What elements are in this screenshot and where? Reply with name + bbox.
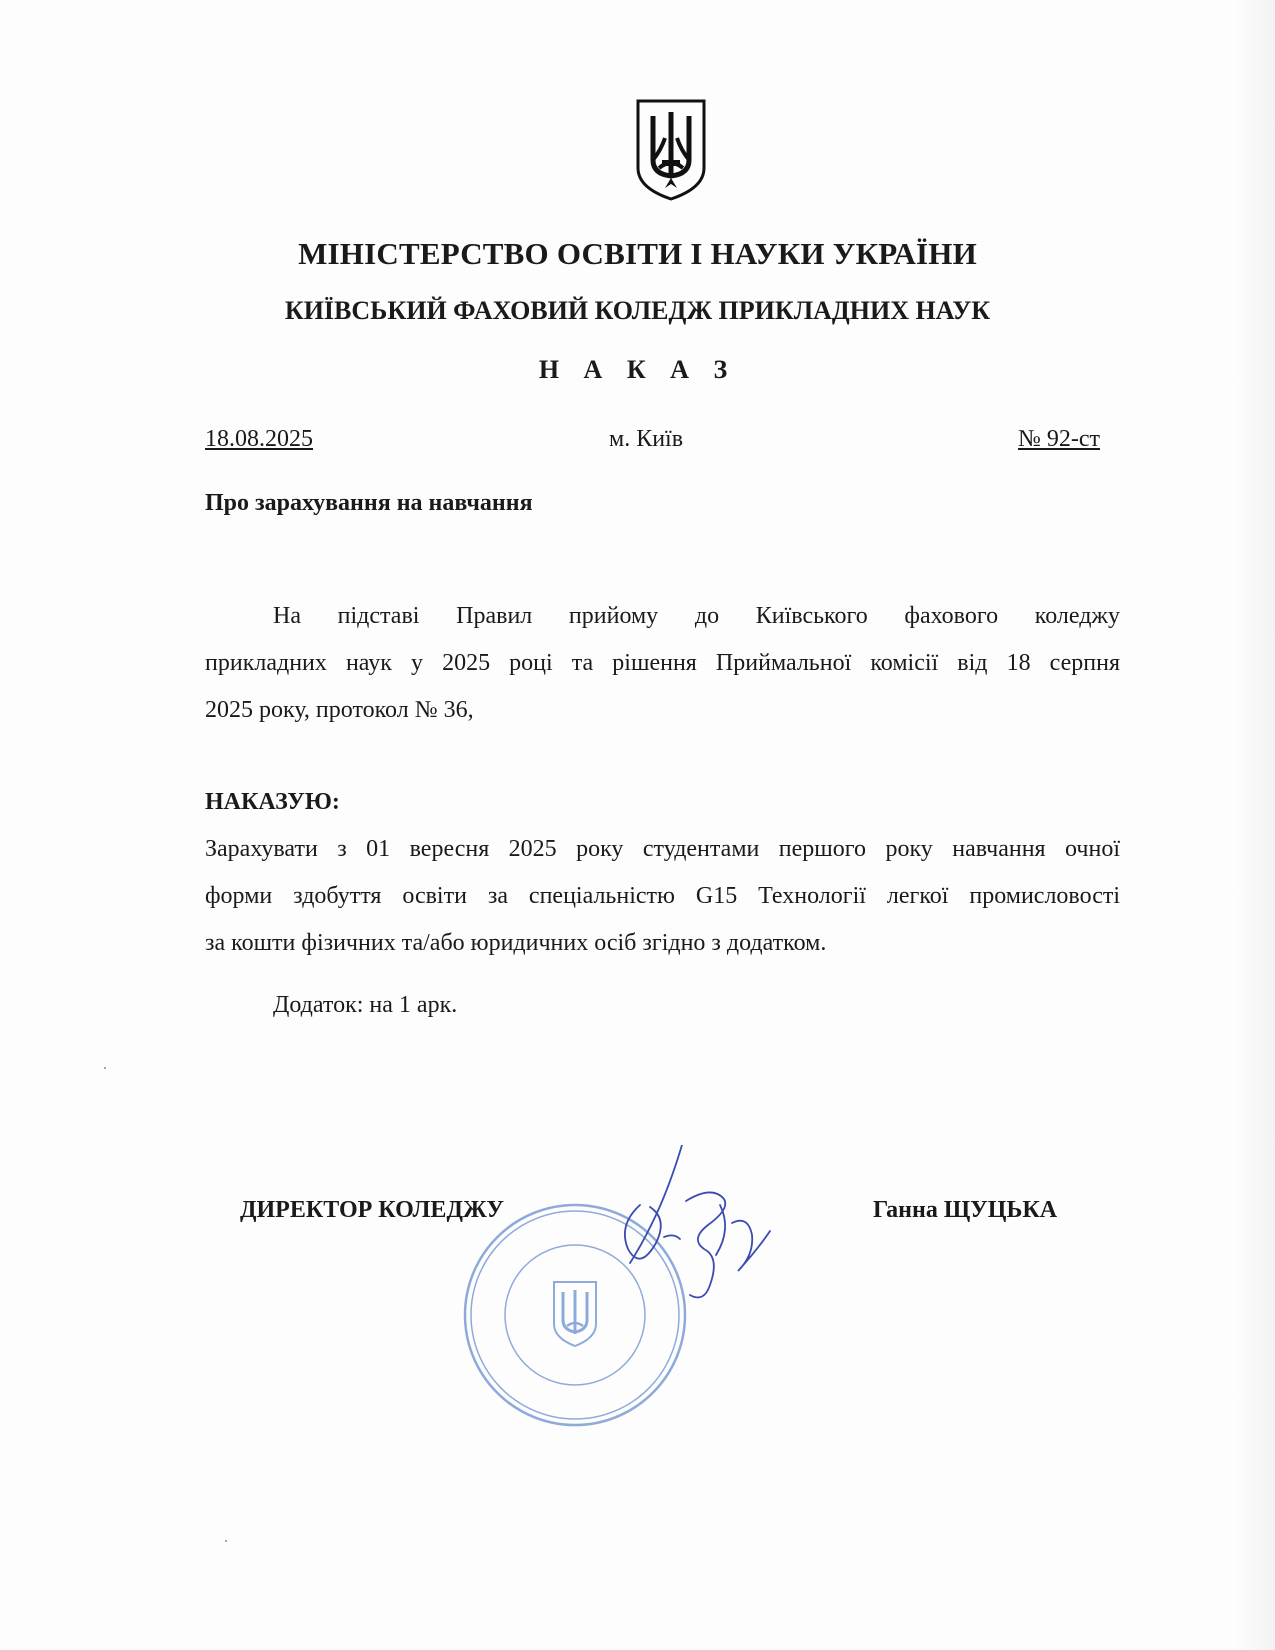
order-number: № 92-ст bbox=[1018, 426, 1101, 452]
stamp-trident-icon bbox=[554, 1282, 596, 1346]
document-type-heading: Н А К А З bbox=[538, 355, 737, 384]
enrollment-line: Зарахувати з 01 вересня 2025 року студентами першого року навчання очної bbox=[205, 836, 1120, 862]
college-heading: КИЇВСЬКИЙ ФАХОВИЙ КОЛЕДЖ ПРИКЛАДНИХ НАУК bbox=[284, 296, 991, 325]
enrollment-line: за кошти фізичних та/або юридичних осіб згідно з додатком. bbox=[205, 930, 827, 956]
order-word: НАКАЗУЮ: bbox=[205, 789, 340, 815]
basis-paragraph bbox=[205, 593, 1120, 734]
scan-speck bbox=[104, 1067, 106, 1069]
order-city: м. Київ bbox=[609, 426, 684, 452]
scan-speck bbox=[225, 1540, 227, 1542]
ministry-heading: МІНІСТЕРСТВО ОСВІТИ І НАУКИ УКРАЇНИ bbox=[298, 236, 977, 271]
signatory-name: Ганна ЩУЦЬКА bbox=[873, 1197, 1058, 1223]
order-subject: Про зарахування на навчання bbox=[205, 490, 533, 516]
enrollment-paragraph bbox=[205, 826, 1120, 967]
trident-coat-of-arms-icon bbox=[635, 98, 707, 202]
signatory-position: ДИРЕКТОР КОЛЕДЖУ bbox=[240, 1197, 504, 1223]
attachment-note: Додаток: на 1 арк. bbox=[273, 992, 458, 1018]
basis-line: 2025 року, протокол № 36, bbox=[205, 697, 474, 723]
basis-line: На підставі Правил прийому до Київського фахового коледжу bbox=[273, 603, 1120, 629]
order-date: 18.08.2025 bbox=[205, 426, 313, 452]
basis-line: прикладних наук у 2025 році та рішення Приймальної комісії від 18 серпня bbox=[205, 650, 1120, 676]
enrollment-line: форми здобуття освіти за спеціальністю G15 Технології легкої промисловості bbox=[205, 883, 1120, 909]
handwritten-signature bbox=[620, 1145, 820, 1325]
